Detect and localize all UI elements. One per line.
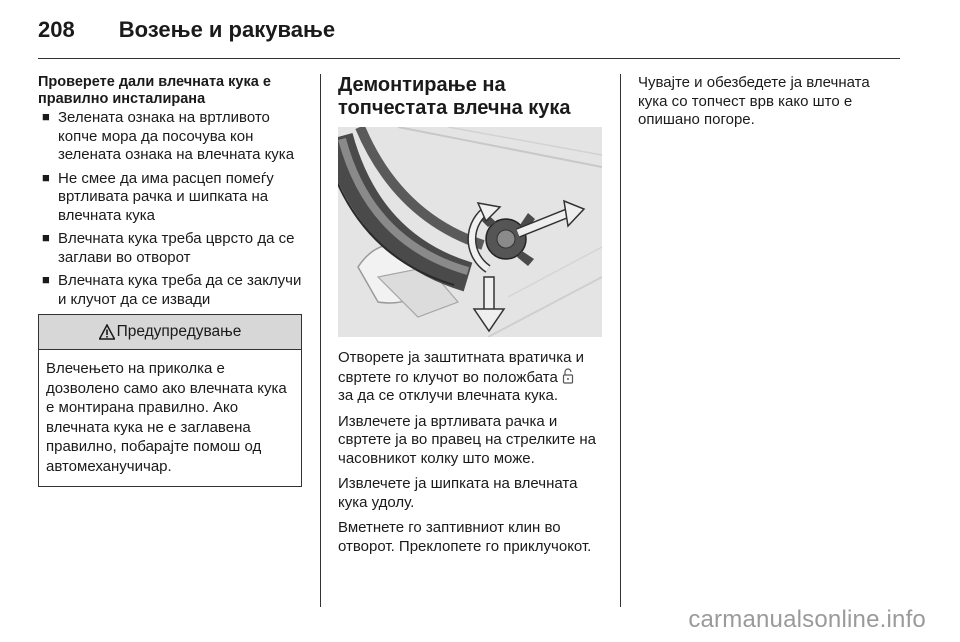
column-3 (638, 74, 900, 137)
square-bullet-icon: ■ (42, 272, 50, 287)
column-2 (338, 74, 606, 563)
column-divider-1 (320, 74, 321, 607)
warning-text: Влечењето на приколка е дозволено само ако влечната кука е монтирана правилно. Ако влечната кука не е заглавена правилно, побарајте помош од автомеханучичар. (46, 360, 287, 475)
list-item (38, 272, 304, 309)
paragraph-unlock (338, 349, 606, 406)
list-item-text: Влечната кука треба цврсто да се заглави во отворот (58, 230, 295, 266)
paragraph-unlock-text-cont: за да се отклучи влечната кука. (338, 387, 559, 404)
square-bullet-icon: ■ (42, 230, 50, 245)
warning-box (38, 314, 302, 487)
check-list (38, 109, 304, 309)
list-item-text: Влечната кука треба да се заклучи и клучот да се извади (58, 272, 302, 308)
list-item-text: Зелената ознака на вртливото копче мора да посочува кон зелената ознака на влечната кука (58, 109, 295, 163)
warning-title: Предупредување (116, 323, 242, 340)
watermark: carmanualsonline.info (688, 606, 926, 633)
list-item (38, 230, 304, 267)
header-divider (38, 58, 900, 59)
list-item (38, 109, 304, 165)
list-item-text: Не смее да има расцеп помеѓу вртливата рачка и шипката на влечната кука (58, 169, 274, 224)
paragraph-pull-rod: Извлечете ја шипката на влечната кука удолу. (338, 475, 578, 511)
paragraph-store-towbar: Чувајте и обезбедете ја влечната кука со топчест врв како што е опишано погоре. (638, 74, 870, 128)
page-title: Возење и ракување (118, 17, 336, 42)
column-divider-2 (620, 74, 621, 607)
warning-triangle-icon (99, 324, 115, 340)
section-title: Демонтирање на топчестата влечна кука (338, 74, 571, 119)
paragraph-unlock-text: Отворете ја заштитната вратичка и свртете го клучот во положбата (338, 349, 584, 386)
towbar-removal-illustration (338, 127, 602, 337)
square-bullet-icon: ■ (42, 169, 50, 185)
unlocked-padlock-icon (562, 368, 574, 384)
page-number: 208 (38, 17, 75, 42)
square-bullet-icon: ■ (42, 109, 50, 124)
list-item (38, 170, 304, 226)
towbar-illustration-svg (338, 127, 602, 337)
check-heading: Проверете дали влечната кука е правилно инсталирана (38, 74, 271, 107)
page-header (38, 12, 335, 48)
warning-header (39, 315, 301, 350)
paragraph-rotate-handle: Извлечете ја вртливата рачка и свртете ја во правец на стрелките на часовникот колку што може. (338, 412, 596, 467)
paragraph-insert-plug: Вметнете го заптивниот клин во отворот. Преклопете го приклучокот. (338, 519, 592, 555)
column-1 (38, 74, 304, 487)
